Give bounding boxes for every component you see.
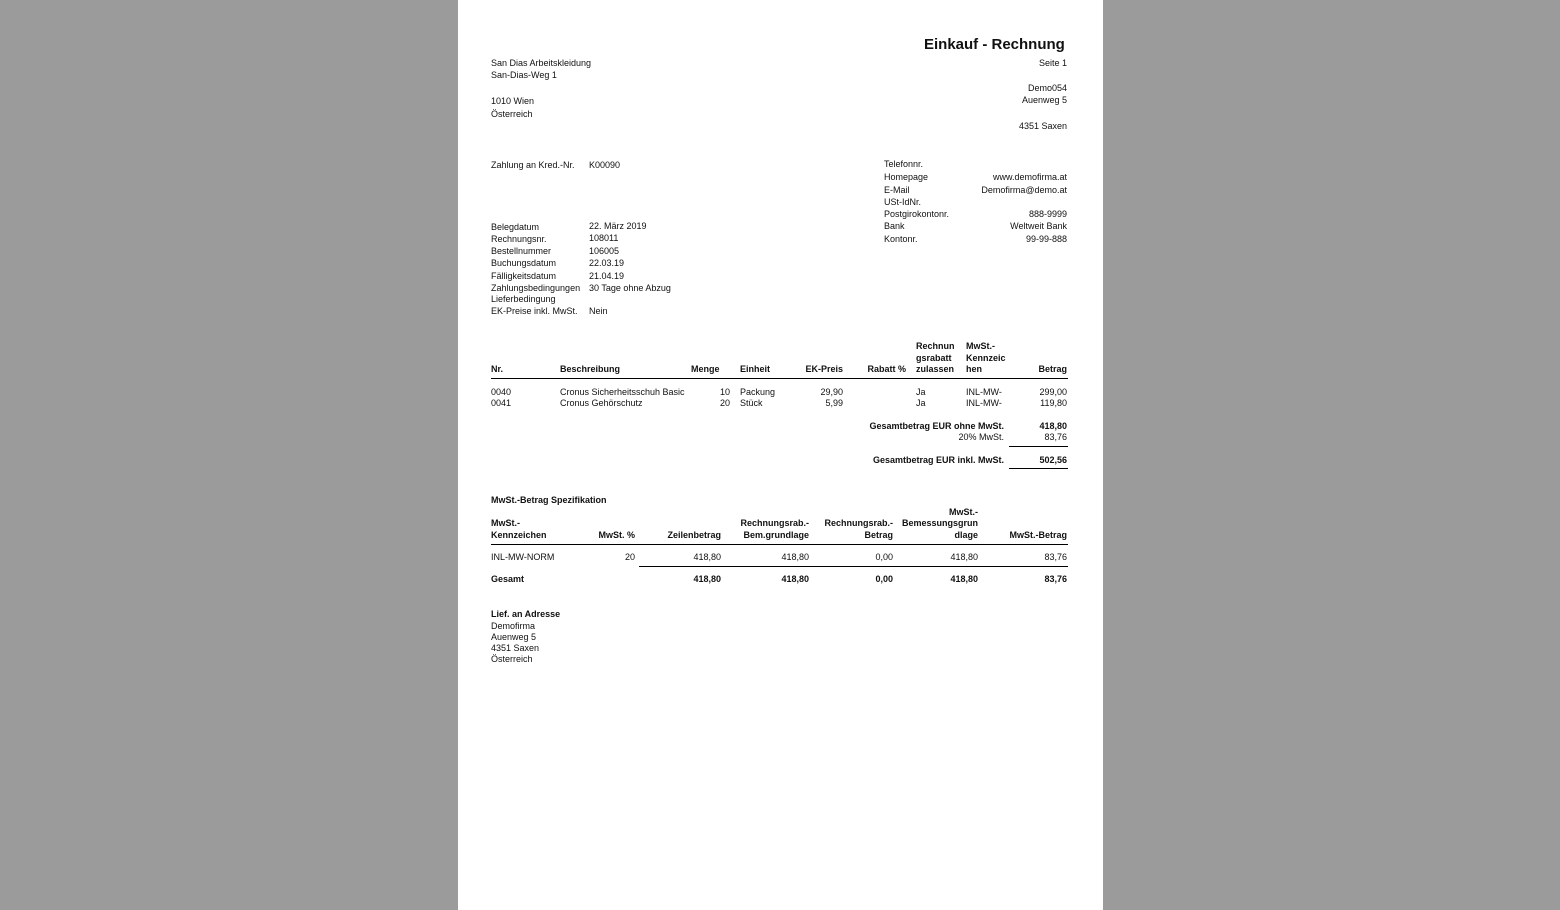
recipient-line: 4351 Saxen: [1018, 121, 1067, 131]
vat-spec-title: MwSt.-Betrag Spezifikation: [491, 495, 607, 505]
table-row-invoice-discount: Ja: [916, 387, 926, 397]
vat-row-vat-amount: 83,76: [1044, 552, 1067, 562]
total-divider: [1009, 446, 1068, 447]
info-value: 888-9999: [1028, 209, 1067, 219]
table-row-nr: 0041: [491, 398, 512, 408]
document-title: Einkauf - Rechnung: [924, 36, 1065, 53]
table-row-nr: 0040: [491, 387, 512, 397]
col-header-invoice-discount: zulassen: [916, 364, 955, 374]
vat-col-header-code: MwSt.-: [491, 518, 520, 528]
invoice-page: [458, 0, 1103, 910]
table-row-unit: Packung: [740, 387, 776, 397]
sender-line: San-Dias-Weg 1: [491, 70, 557, 80]
table-row-unit: Stück: [740, 398, 763, 408]
info-label: Homepage: [884, 172, 929, 182]
sender-line: San Dias Arbeitskleidung: [491, 58, 592, 68]
info-label: Kontonr.: [884, 234, 918, 244]
doc-info-label: Belegdatum: [491, 222, 540, 232]
info-label: Postgirokontonr.: [884, 209, 950, 219]
col-header-price: EK-Preis: [805, 364, 843, 374]
vat-row-discount-base: 418,80: [781, 552, 809, 562]
recipient-line: Auenweg 5: [1021, 95, 1067, 105]
table-row-amount: 299,00: [1039, 387, 1067, 397]
info-value: www.demofirma.at: [992, 172, 1067, 182]
vat-col-header-discount-amount: Betrag: [864, 530, 893, 540]
doc-info-value: Nein: [589, 306, 608, 316]
table-row-quantity: 10: [719, 387, 730, 397]
table-row-price: 29,90: [820, 387, 843, 397]
total-vat-label: 20% MwSt.: [958, 432, 1004, 442]
table-row-quantity: 20: [719, 398, 730, 408]
vat-col-header-base: MwSt.-: [949, 507, 978, 517]
page-number: Seite 1: [1038, 58, 1067, 68]
payment-value: K00090: [589, 160, 621, 170]
vat-total-label: Gesamt: [491, 574, 525, 584]
doc-info-value: 22. März 2019: [589, 221, 647, 231]
delivery-line: Auenweg 5: [491, 632, 537, 642]
doc-info-label: Lieferbedingung: [491, 294, 556, 304]
header-divider: [491, 378, 1068, 379]
doc-info-value: 21.04.19: [589, 271, 625, 281]
total-vat-value: 83,76: [1044, 432, 1067, 442]
delivery-line: Demofirma: [491, 621, 536, 631]
vat-row-base: 418,80: [950, 552, 978, 562]
vat-total-discount-base: 418,80: [781, 574, 809, 584]
vat-header-divider: [491, 544, 1068, 545]
vat-total-discount-amount: 0,00: [875, 574, 893, 584]
table-row-description: Cronus Sicherheitsschuh Basic: [560, 387, 685, 397]
total-net-value: 418,80: [1039, 421, 1067, 431]
table-row-vat-code: INL-MW-: [966, 398, 1002, 408]
vat-col-header-discount-amount: Rechnungsrab.-: [824, 518, 893, 528]
table-row-price: 5,99: [825, 398, 843, 408]
info-value: Weltweit Bank: [1010, 221, 1067, 231]
vat-row-discount-amount: 0,00: [875, 552, 893, 562]
vat-total-divider: [639, 566, 1068, 567]
vat-col-header-line-amount: Zeilenbetrag: [667, 530, 721, 540]
col-header-discount: Rabatt %: [867, 364, 906, 374]
vat-row-line-amount: 418,80: [693, 552, 721, 562]
col-header-vat-code: MwSt.-: [966, 341, 995, 351]
info-value: 99-99-888: [1025, 234, 1067, 244]
delivery-line: 4351 Saxen: [491, 643, 540, 653]
col-header-vat-code: hen: [966, 364, 983, 374]
info-label: Bank: [884, 221, 905, 231]
vat-col-header-discount-base: Bem.grundlage: [743, 530, 809, 540]
doc-info-value: 30 Tage ohne Abzug: [589, 283, 671, 293]
doc-info-value: 108011: [589, 233, 619, 243]
vat-row-code: INL-MW-NORM: [491, 552, 555, 562]
total-net-label: Gesamtbetrag EUR ohne MwSt.: [869, 421, 1004, 431]
col-header-nr: Nr.: [491, 364, 504, 374]
vat-col-header-discount-base: Rechnungsrab.-: [740, 518, 809, 528]
sender-line: Österreich: [491, 109, 533, 119]
doc-info-label: Rechnungsnr.: [491, 234, 547, 244]
col-header-description: Beschreibung: [560, 364, 621, 374]
col-header-invoice-discount: gsrabatt: [916, 353, 952, 363]
vat-col-header-code: Kennzeichen: [491, 530, 547, 540]
info-label: USt-IdNr.: [884, 197, 922, 207]
vat-col-header-base: dlage: [954, 530, 978, 540]
vat-total-vat-amount: 83,76: [1044, 574, 1067, 584]
vat-total-line-amount: 418,80: [693, 574, 721, 584]
table-row-invoice-discount: Ja: [916, 398, 926, 408]
sender-line: 1010 Wien: [491, 96, 535, 106]
vat-col-header-percent: MwSt. %: [598, 530, 635, 540]
total-gross-label: Gesamtbetrag EUR inkl. MwSt.: [872, 455, 1004, 465]
doc-info-label: Zahlungsbedingungen: [491, 283, 581, 293]
col-header-amount: Betrag: [1038, 364, 1067, 374]
info-value: Demofirma@demo.at: [981, 185, 1067, 195]
total-gross-value: 502,56: [1039, 455, 1067, 465]
table-row-vat-code: INL-MW-: [966, 387, 1002, 397]
vat-total-base: 418,80: [950, 574, 978, 584]
col-header-unit: Einheit: [740, 364, 771, 374]
recipient-line: Demo054: [1027, 83, 1067, 93]
info-label: Telefonnr.: [884, 159, 924, 169]
doc-info-value: 106005: [589, 246, 620, 256]
col-header-vat-code: Kennzeic: [966, 353, 1006, 363]
table-row-amount: 119,80: [1040, 398, 1067, 408]
vat-col-header-vat-amount: MwSt.-Betrag: [1009, 530, 1067, 540]
payment-label: Zahlung an Kred.-Nr.: [491, 160, 575, 170]
doc-info-label: Bestellnummer: [491, 246, 552, 256]
info-label: E-Mail: [884, 185, 910, 195]
total-divider: [1009, 468, 1068, 469]
vat-row-percent: 20: [624, 552, 635, 562]
table-row-description: Cronus Gehörschutz: [560, 398, 643, 408]
doc-info-label: Buchungsdatum: [491, 258, 557, 268]
col-header-invoice-discount: Rechnun: [916, 341, 955, 351]
col-header-quantity: Menge: [691, 364, 720, 374]
doc-info-label: Fälligkeitsdatum: [491, 271, 557, 281]
doc-info-label: EK-Preise inkl. MwSt.: [491, 306, 578, 316]
doc-info-value: 22.03.19: [589, 258, 625, 268]
delivery-title: Lief. an Adresse: [491, 609, 561, 619]
delivery-line: Österreich: [491, 654, 533, 664]
vat-col-header-base: Bemessungsgrun: [901, 518, 978, 528]
